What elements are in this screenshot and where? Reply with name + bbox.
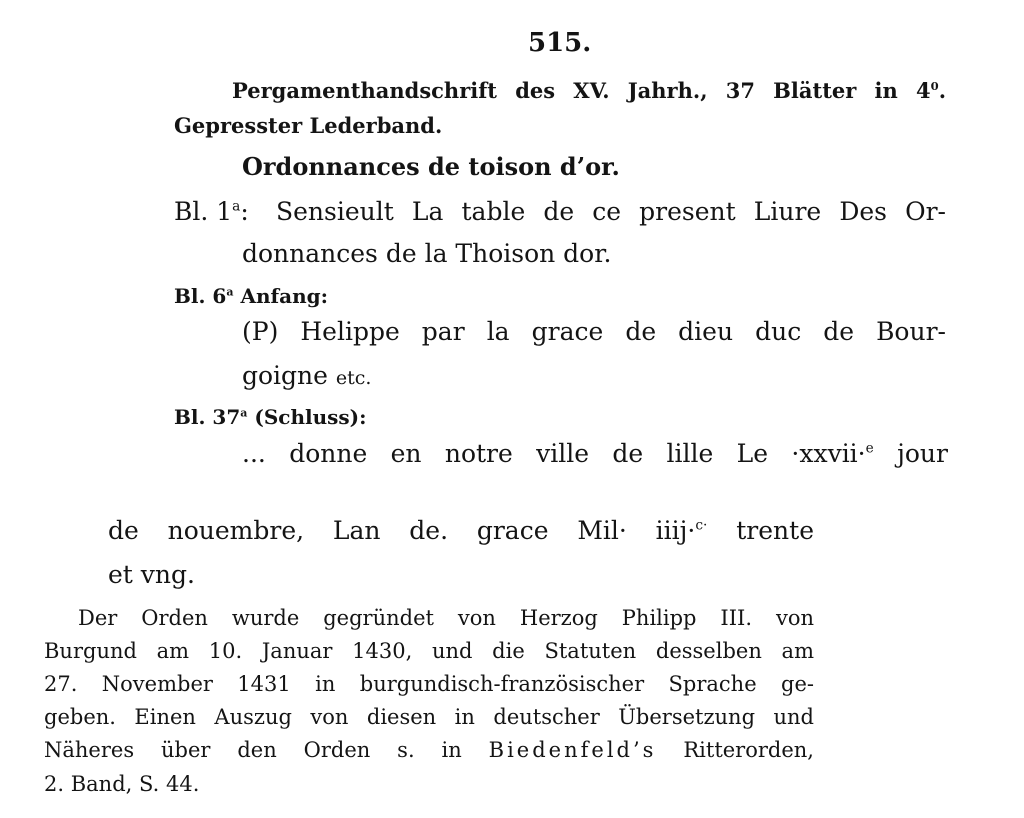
entry-2-text-line-2 (242, 361, 371, 390)
entry-3-label-text: Bl. 37 (174, 405, 241, 429)
document-title: Ordonnances de toison d’or. (242, 152, 620, 181)
entry-3-text-line-2 (108, 516, 814, 545)
entry-1-label-sup: a (232, 198, 241, 215)
note-text-5a: Näheres über den Orden s. in (44, 738, 489, 762)
page-number: 515. (528, 28, 592, 58)
entry-3-text-2a: de nouembre, Lan de. grace Mil· iiij· (108, 516, 696, 545)
entry-1-colon: : (240, 197, 249, 226)
entry-3-text-1-sup: e (865, 440, 874, 457)
entry-3-text-1c: jour (873, 439, 948, 468)
manuscript-description-end: . (938, 78, 946, 103)
manuscript-description (232, 78, 946, 103)
note-line-1 (78, 606, 814, 630)
entry-2-label-text: Bl. 6 (174, 284, 227, 308)
entry-2-text-2-main: goigne (242, 361, 328, 390)
entry-2-tag: Anfang: (240, 284, 328, 308)
note-text-5c: Ritterorden, (656, 738, 814, 762)
format-superscript: 0 (930, 78, 939, 93)
note-text-2: Burgund am 10. Januar 1430, und die Statuten desselben am (44, 639, 814, 663)
note-line-5 (44, 738, 814, 762)
entry-3-text-line-3: et vng. (108, 560, 195, 589)
entry-2-label-sup: a (226, 285, 234, 299)
note-line-4 (44, 705, 814, 729)
entry-2-text-1: (P) Helippe par la grace de dieu duc de Bour- (242, 317, 946, 346)
note-text-3: 27. November 1431 in burgundisch-französischer Sprache ge- (44, 672, 814, 696)
note-line-2 (44, 639, 814, 663)
manuscript-description-text: Pergamenthandschrift des XV. Jahrh., 37 Blätter in 4 (232, 78, 931, 103)
entry-3-text-2-sup: c· (695, 517, 708, 534)
entry-2-text-2-small: etc. (335, 367, 372, 389)
note-author-name: Biedenfeld’s (488, 738, 657, 762)
entry-1-text-1: Sensieult La table de ce present Liure Des Or- (276, 197, 946, 226)
entry-3-tag: (Schluss): (254, 405, 367, 429)
note-text-4: geben. Einen Auszug von diesen in deutscher Übersetzung und (44, 705, 814, 729)
entry-3-text-1a: ... donne en notre ville de lille Le (242, 439, 792, 468)
note-line-3 (44, 672, 814, 696)
entry-3-text-line-1 (242, 439, 948, 468)
entry-1-text-line-2: donnances de la Thoison dor. (242, 239, 612, 268)
entry-3-label (174, 405, 367, 429)
entry-1-label (174, 197, 249, 226)
entry-3-label-sup: a (240, 406, 248, 420)
note-line-6: 2. Band, S. 44. (44, 772, 200, 796)
entry-2-label (174, 284, 328, 308)
entry-3-text-2c: trente (707, 516, 814, 545)
entry-2-text-line-1 (242, 317, 946, 346)
entry-1-text-line-1 (276, 197, 946, 226)
entry-3-text-1b: ·xxvii· (791, 439, 866, 468)
note-text-1: Der Orden wurde gegründet von Herzog Philipp III. von (78, 606, 814, 630)
entry-1-label-text: Bl. 1 (174, 197, 233, 226)
binding-description: Gepresster Lederband. (174, 113, 443, 138)
